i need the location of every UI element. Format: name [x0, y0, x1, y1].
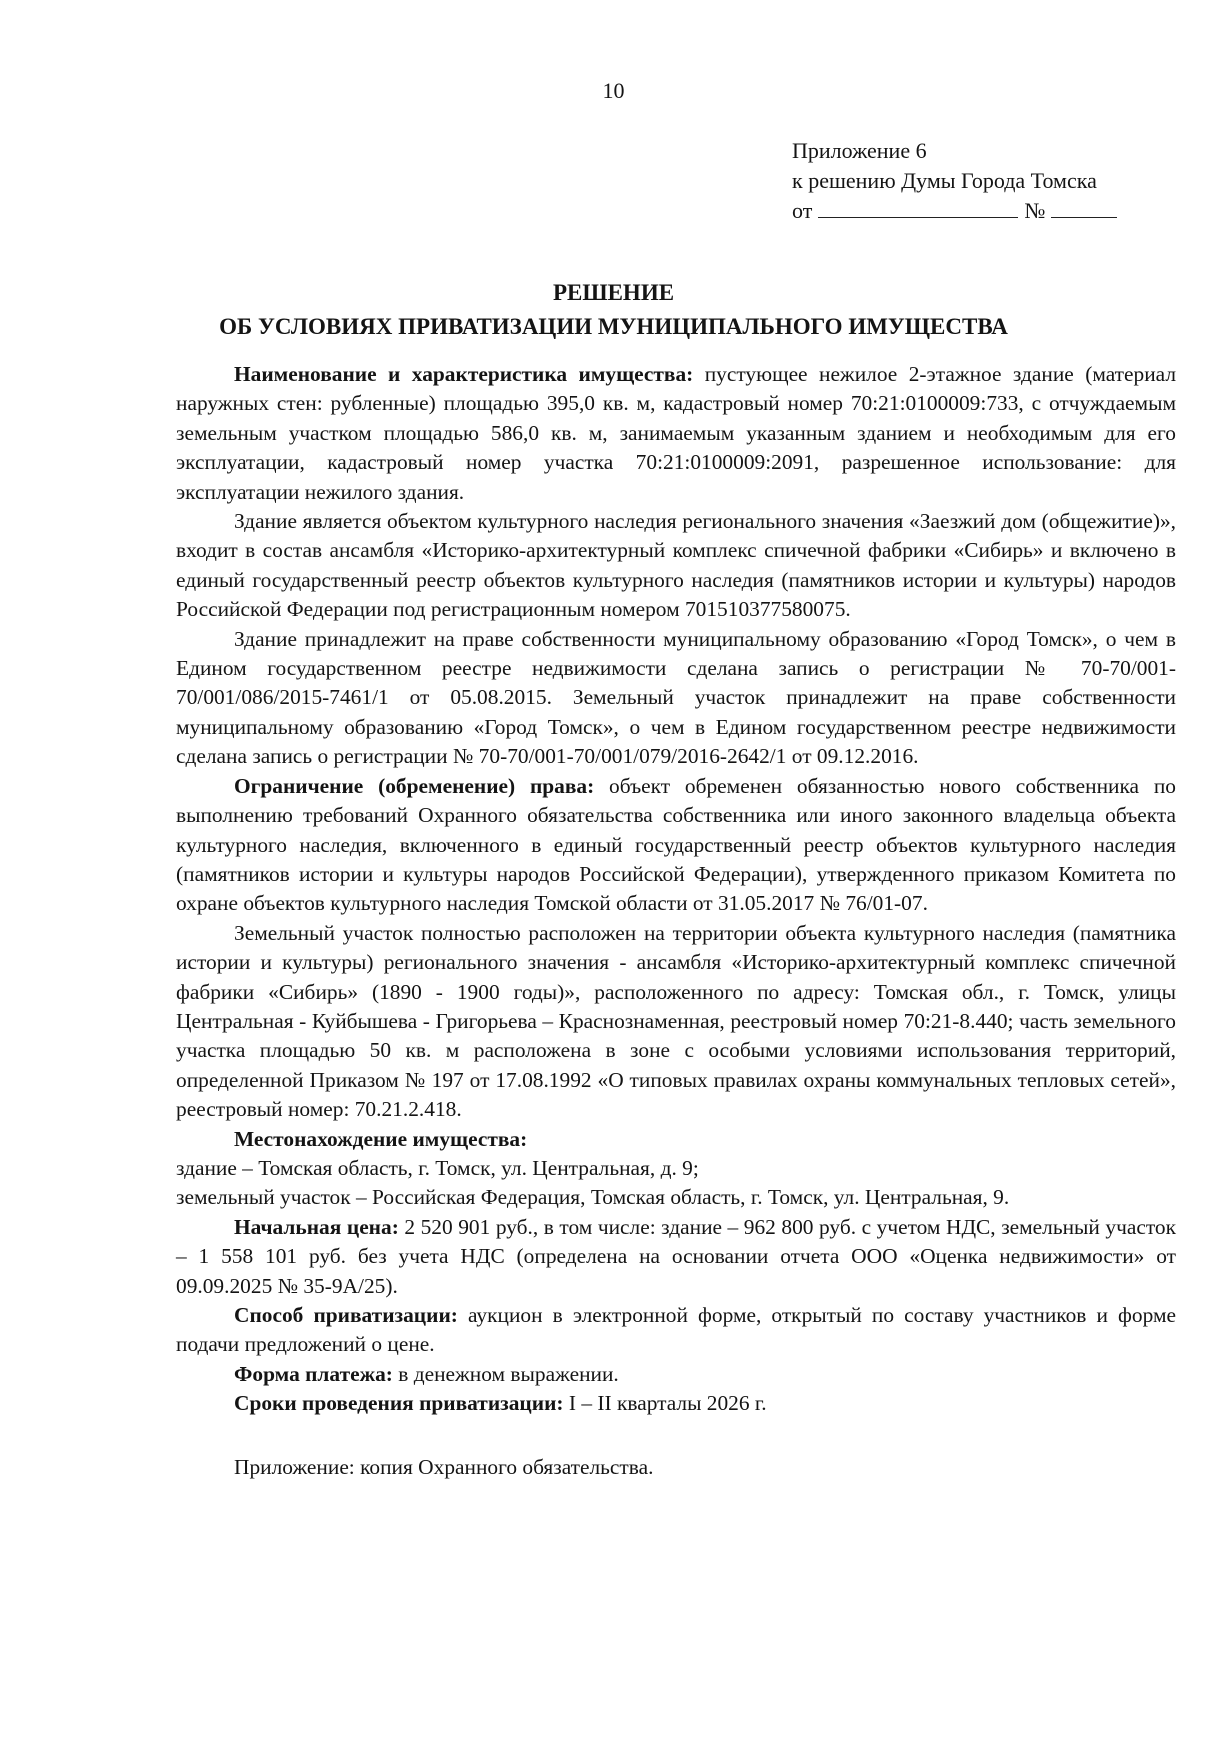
date-blank	[818, 197, 1018, 218]
payment-label: Форма платежа:	[234, 1361, 393, 1386]
appendix-date-number-line	[792, 196, 1212, 226]
location-land-plot: земельный участок – Российская Федерация, Томская область, г. Томск, ул. Центральная, 9.	[176, 1185, 1010, 1210]
price-label: Начальная цена:	[234, 1214, 399, 1239]
location-label: Местонахождение имущества:	[234, 1126, 528, 1151]
terms-label: Сроки проведения приватизации:	[234, 1391, 564, 1416]
from-label: от	[792, 198, 813, 223]
title-line-1: РЕШЕНИЕ	[552, 280, 675, 305]
appendix-title: Приложение 6	[792, 138, 927, 163]
land-paragraph: Земельный участок полностью расположен на территории объекта культурного наследия (памятника истории и культуры) регионального значения - ансамбля «Историко-архитектурный комплекс спичечной фабрики «Сибирь» (1890 - 1900 годы)», расположенного по адресу: Томская обл., г. Томск, улицы Центральная - Куйбышева - Григорьева – Краснознаменная, реестровый номер 70:21-8.440; часть земельного участка площадью 50 кв. м расположена в зоне с особыми условиями использования территорий, определенной Приказом № 197 от 17.08.1992 «О типовых правилах охраны коммунальных тепловых сетей», реестровый номер: 70.21.2.418.	[176, 920, 1176, 1122]
encumbrance-paragraph	[176, 772, 1176, 919]
method-paragraph	[176, 1301, 1176, 1360]
encumbrance-text: объект обременен обязанностью нового собственника по выполнению требований Охранного обязательства собственника или иного законного владельца объекта культурного наследия, включенного в единый государственный реестр объектов культурного наследия (памятников истории и культуры народов Российской Федерации), утвержденного приказом Комитета по охране объектов культурного наследия Томской области от 31.05.2017 № 76/01-07.	[176, 773, 1176, 916]
property-text: пустующее нежилое 2-этажное здание (материал наружных стен: рубленные) площадью 395,0 кв. м, кадастровый номер 70:21:0100009:733, с отчуждаемым земельным участком площадью 586,0 кв. м, занимаемым указанным зданием и необходимым для его эксплуатации, кадастровый номер участка 70:21:0100009:2091, разрешенное использование: для эксплуатации нежилого здания.	[176, 362, 1176, 504]
property-paragraph	[176, 360, 1176, 507]
appendix-block	[792, 136, 1212, 226]
document-body	[176, 360, 1176, 1482]
appendix-reference: к решению Думы Города Томска	[792, 168, 1097, 193]
number-label: №	[1024, 198, 1046, 223]
encumbrance-label: Ограничение (обременение) права:	[234, 773, 595, 798]
title-line-2: ОБ УСЛОВИЯХ ПРИВАТИЗАЦИИ МУНИЦИПАЛЬНОГО ИМУЩЕСТВА	[219, 314, 1008, 339]
location-building: здание – Томская область, г. Томск, ул. Центральная, д. 9;	[176, 1155, 699, 1180]
attachment-note: Приложение: копия Охранного обязательства.	[234, 1454, 654, 1479]
payment-text: в денежном выражении.	[392, 1361, 619, 1386]
method-label: Способ приватизации:	[234, 1303, 458, 1327]
terms-paragraph	[176, 1389, 1176, 1418]
document-title	[0, 276, 1227, 344]
property-label: Наименование и характеристика имущества:	[234, 362, 694, 386]
location-heading	[176, 1125, 1176, 1154]
terms-text: I – II кварталы 2026 г.	[563, 1391, 767, 1416]
spacer	[176, 1419, 1176, 1453]
price-paragraph	[176, 1213, 1176, 1301]
payment-paragraph	[176, 1360, 1176, 1389]
price-text: 2 520 901 руб., в том числе: здание – 962 800 руб. с учетом НДС, земельный участок – 1 558 101 руб. без учета НДС (определена на основании отчета ООО «Оценка недвижимости» от 09.09.2025 № 35-9А/25).	[176, 1214, 1176, 1298]
ownership-paragraph: Здание принадлежит на праве собственности муниципальному образованию «Город Томск», о чем в Едином государственном реестре недвижимости сделана запись о регистрации № 70-70/001-70/001/086/2015-7461/1 от 05.08.2015. Земельный участок принадлежит на праве собственности муниципальному образованию «Город Томск», о чем в Едином государственном реестре недвижимости сделана запись о регистрации № 70-70/001-70/001/079/2016-2642/1 от 09.12.2016.	[176, 626, 1176, 769]
method-text: аукцион в электронной форме, открытый по составу участников и форме подачи предложений о цене.	[176, 1303, 1176, 1357]
page-number: 10	[602, 78, 625, 103]
heritage-paragraph: Здание является объектом культурного наследия регионального значения «Заезжий дом (общежитие)», входит в состав ансамбля «Историко-архитектурный комплекс спичечной фабрики «Сибирь» и включено в единый государственный реестр объектов культурного наследия (памятников истории и культуры) народов Российской Федерации под регистрационным номером 701510377580075.	[176, 509, 1176, 622]
number-blank	[1051, 197, 1117, 218]
